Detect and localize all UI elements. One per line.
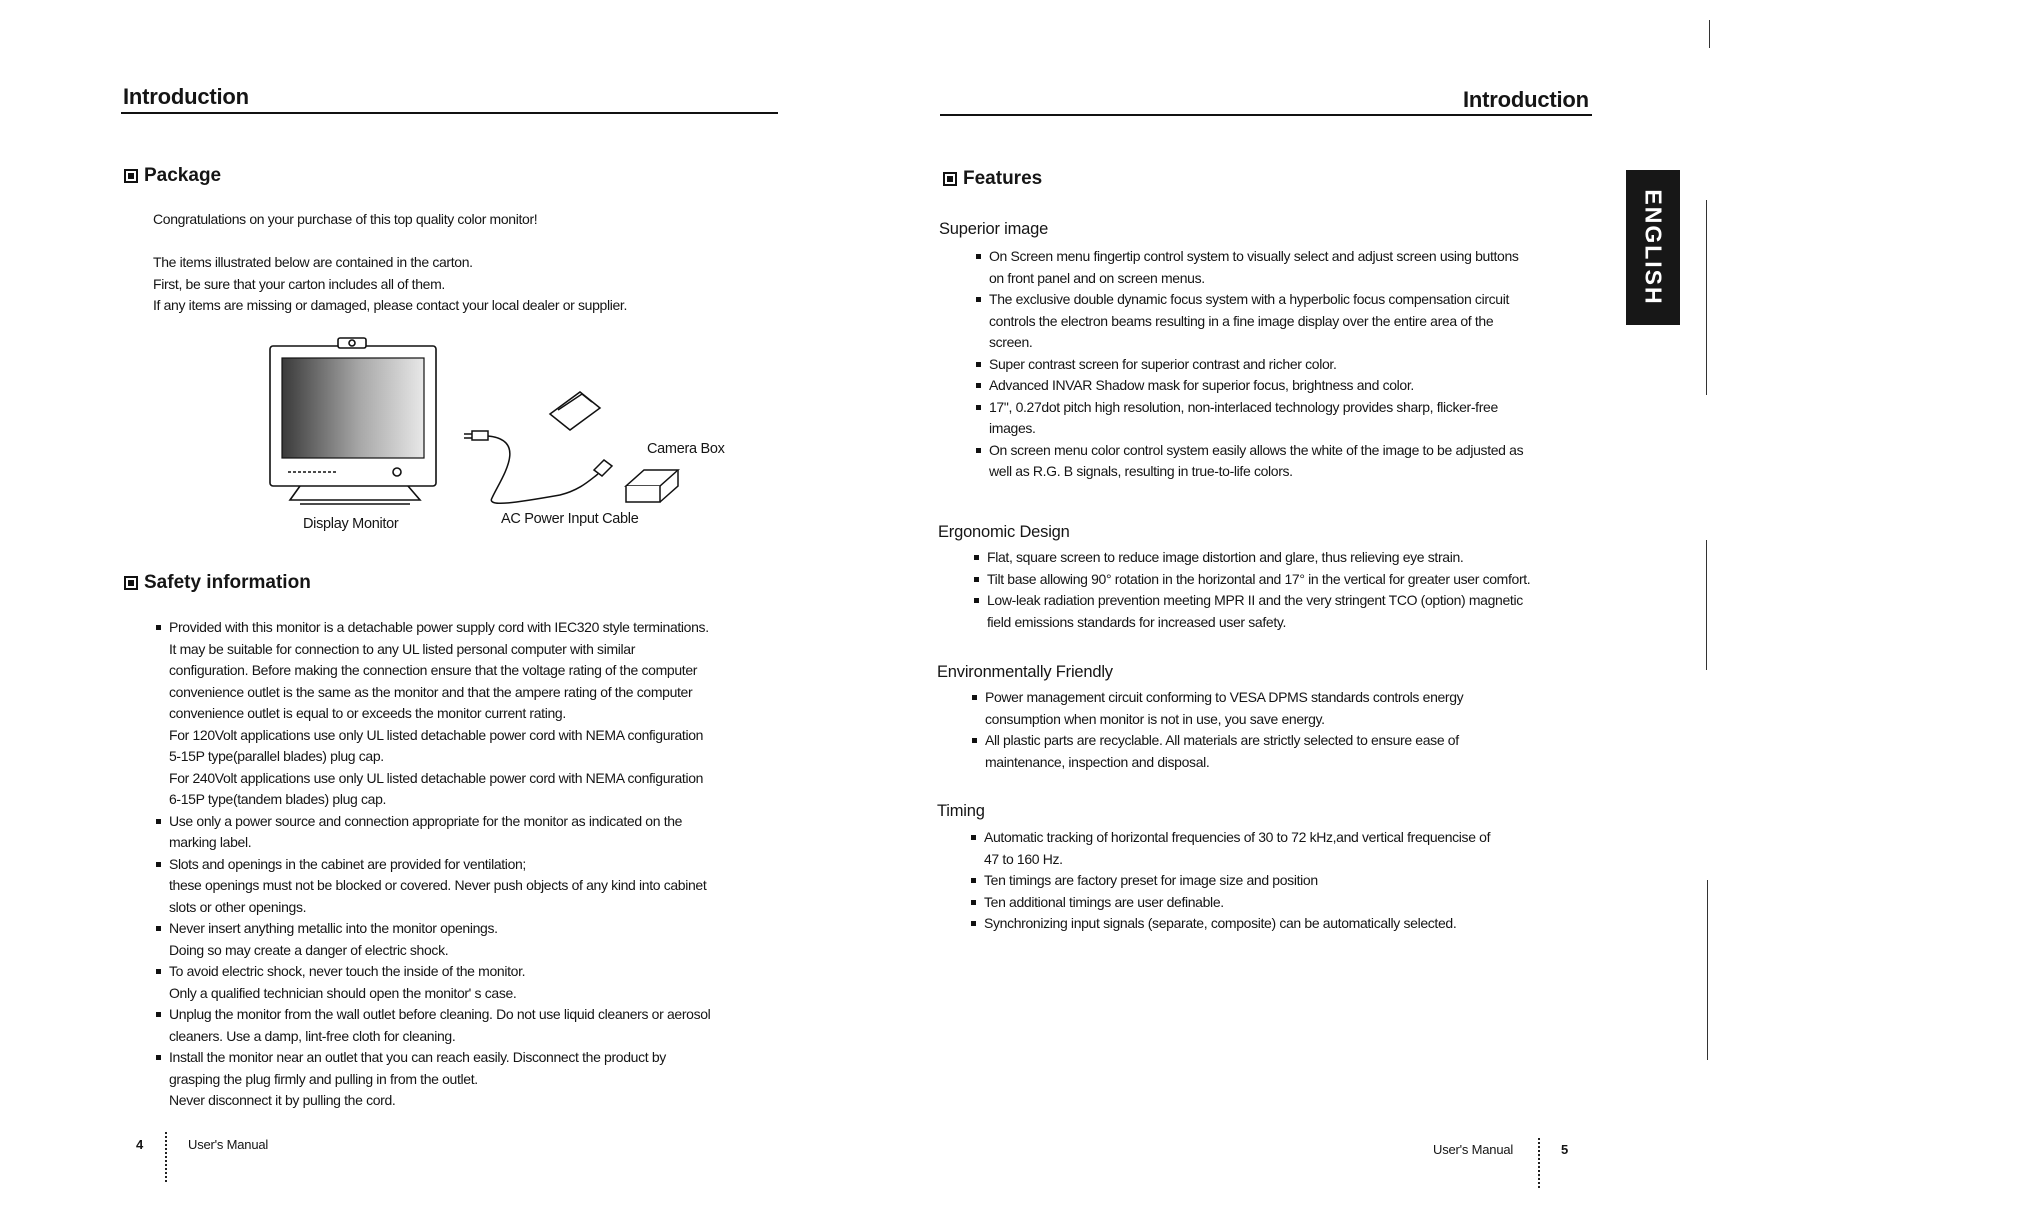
left-header-rule (121, 112, 778, 114)
left-page-number: 4 (136, 1137, 144, 1152)
safety-line: To avoid electric shock, never touch the inside of the monitor. (169, 963, 526, 979)
right-page-header-title: Introduction (1463, 87, 1589, 112)
safety-line: For 240Volt applications use only UL listed detachable power cord with NEMA configuration (169, 769, 704, 786)
package-line: The items illustrated below are contained in the carton. (153, 254, 473, 270)
feature-group-title: Environmentally Friendly (937, 663, 1113, 681)
safety-item (154, 1004, 794, 1047)
safety-line: these openings must not be blocked or covered. Never push objects of any kind into cabinet (169, 877, 707, 893)
feature-line: On screen menu color control system easily allows the white of the image to be adjusted as (989, 441, 1524, 458)
monitor-drawing (270, 338, 436, 504)
feature-item (970, 687, 1610, 730)
feature-item (969, 827, 1609, 870)
feature-group-list (969, 827, 1609, 935)
right-edge-line (1706, 540, 1707, 670)
safety-line: marking label. (169, 834, 252, 850)
english-tab-label: ENGLISH (1640, 189, 1667, 306)
feature-group-list (974, 246, 1614, 483)
safety-line: slots or other openings. (169, 898, 307, 915)
feature-line: consumption when monitor is not in use, you save energy. (985, 710, 1325, 727)
right-footer-divider (1538, 1138, 1540, 1188)
feature-line: Super contrast screen for superior contrast and richer color. (989, 355, 1337, 372)
package-intro: Congratulations on your purchase of this top quality color monitor! (153, 211, 538, 227)
right-edge-line (1709, 20, 1710, 48)
safety-item (154, 811, 794, 854)
feature-group-list (972, 547, 1632, 633)
manual-drawing (550, 392, 600, 430)
feature-line: All plastic parts are recyclable. All materials are strictly selected to ensure ease of (985, 732, 1459, 748)
safety-line: It may be suitable for connection to any UL listed personal computer with similar (169, 640, 636, 657)
feature-line: maintenance, inspection and disposal. (985, 753, 1210, 770)
section-square-icon (943, 172, 957, 186)
feature-line: Advanced INVAR Shadow mask for superior focus, brightness and color. (989, 377, 1414, 393)
safety-line: Unplug the monitor from the wall outlet before cleaning. Do not use liquid cleaners or aerosol (169, 1006, 711, 1022)
safety-line: Install the monitor near an outlet that you can reach easily. Disconnect the product by (169, 1049, 666, 1065)
safety-line: convenience outlet is equal to or exceeds the monitor current rating. (169, 705, 566, 721)
safety-line: Never disconnect it by pulling the cord. (169, 1092, 396, 1108)
feature-line: field emissions standards for increased user safety. (987, 613, 1287, 630)
feature-item (974, 289, 1614, 354)
feature-item (974, 440, 1614, 483)
safety-item (154, 961, 794, 1004)
feature-line: Automatic tracking of horizontal frequencies of 30 to 72 kHz,and vertical frequencise of (984, 829, 1491, 845)
safety-item (154, 1047, 794, 1112)
feature-line: Tilt base allowing 90° rotation in the horizontal and 17° in the vertical for greater user comfort. (987, 570, 1531, 587)
safety-line: convenience outlet is the same as the monitor and that the ampere rating of the computer (169, 683, 693, 700)
safety-line: 5-15P type(parallel blades) plug cap. (169, 748, 384, 764)
right-footer-label: User's Manual (1433, 1142, 1514, 1157)
feature-group-list (970, 687, 1610, 773)
package-line: First, be sure that your carton includes all of them. (153, 275, 445, 292)
safety-line: configuration. Before making the connection ensure that the voltage rating of the computer (169, 662, 698, 678)
feature-item (974, 375, 1614, 397)
safety-line: Slots and openings in the cabinet are provided for ventilation; (169, 855, 526, 872)
package-lines (153, 252, 627, 317)
section-square-icon (124, 576, 138, 590)
feature-group-title: Superior image (939, 220, 1049, 238)
safety-list (154, 617, 794, 1112)
feature-item (974, 246, 1614, 289)
section-square-icon (124, 169, 138, 183)
features-section-title (943, 168, 1042, 190)
feature-item (974, 354, 1614, 376)
features-title: Features (963, 168, 1043, 189)
feature-line: On Screen menu fingertip control system to visually select and adjust screen using buttons (989, 248, 1519, 264)
package-illustration (260, 330, 740, 525)
package-line: If any items are missing or damaged, please contact your local dealer or supplier. (153, 297, 628, 313)
feature-line: Ten timings are factory preset for image size and position (984, 872, 1318, 888)
safety-item (154, 617, 794, 811)
feature-item (972, 547, 1632, 569)
feature-item (972, 569, 1632, 591)
ac-power-cable-label: AC Power Input Cable (501, 511, 639, 527)
feature-line: Flat, square screen to reduce image distortion and glare, thus relieving eye strain. (987, 549, 1464, 565)
feature-line: screen. (989, 334, 1033, 350)
safety-item (154, 918, 794, 961)
safety-line: Use only a power source and connection appropriate for the monitor as indicated on the (169, 812, 683, 829)
feature-line: Power management circuit conforming to VESA DPMS standards controls energy (985, 689, 1464, 705)
right-edge-line (1707, 880, 1708, 1060)
safety-item (154, 854, 794, 919)
left-footer-divider (165, 1132, 167, 1182)
english-language-tab (1626, 170, 1680, 325)
cable-drawing (464, 431, 612, 503)
safety-line: Only a qualified technician should open the monitor' s case. (169, 984, 517, 1001)
feature-item (969, 913, 1609, 935)
safety-line: cleaners. Use a damp, lint-free cloth for cleaning. (169, 1027, 456, 1044)
safety-title: Safety information (144, 572, 311, 593)
feature-item (972, 590, 1632, 633)
feature-line: images. (989, 420, 1036, 436)
safety-line: Doing so may create a danger of electric shock. (169, 941, 449, 958)
safety-line: For 120Volt applications use only UL listed detachable power cord with NEMA configuration (169, 726, 704, 743)
right-page-number: 5 (1561, 1142, 1569, 1157)
left-page-header-title: Introduction (123, 84, 249, 109)
feature-item (970, 730, 1610, 773)
feature-group-title: Timing (937, 802, 985, 820)
box-drawing (626, 470, 678, 502)
feature-item (974, 397, 1614, 440)
feature-line: 47 to 160 Hz. (984, 850, 1063, 867)
safety-line: Never insert anything metallic into the monitor openings. (169, 920, 498, 936)
feature-line: on front panel and on screen menus. (989, 269, 1205, 286)
safety-section-title (124, 572, 311, 594)
feature-item (969, 892, 1609, 914)
package-section-title (124, 165, 221, 187)
package-title: Package (144, 165, 222, 186)
feature-line: Synchronizing input signals (separate, composite) can be automatically selected. (984, 915, 1457, 931)
feature-line: Low-leak radiation prevention meeting MPR II and the very stringent TCO (option) magnetic (987, 592, 1523, 608)
feature-line: 17", 0.27dot pitch high resolution, non-interlaced technology provides sharp, flicker-free (989, 398, 1498, 415)
feature-line: controls the electron beams resulting in a fine image display over the entire area of the (989, 312, 1494, 329)
feature-line: well as R.G. B signals, resulting in true-to-life colors. (989, 463, 1293, 479)
safety-line: Provided with this monitor is a detachable power supply cord with IEC320 style terminations. (169, 619, 709, 635)
feature-item (969, 870, 1609, 892)
safety-line: 6-15P type(tandem blades) plug cap. (169, 791, 387, 807)
right-edge-line (1706, 200, 1707, 395)
feature-line: Ten additional timings are user definable. (984, 893, 1224, 910)
feature-group-title: Ergonomic Design (938, 523, 1070, 541)
feature-line: The exclusive double dynamic focus system with a hyperbolic focus compensation circuit (989, 291, 1510, 307)
right-header-rule (940, 114, 1592, 116)
display-monitor-label: Display Monitor (303, 516, 399, 532)
safety-line: grasping the plug firmly and pulling in from the outlet. (169, 1070, 478, 1087)
camera-box-label: Camera Box (647, 441, 725, 457)
left-footer-label: User's Manual (188, 1137, 269, 1152)
